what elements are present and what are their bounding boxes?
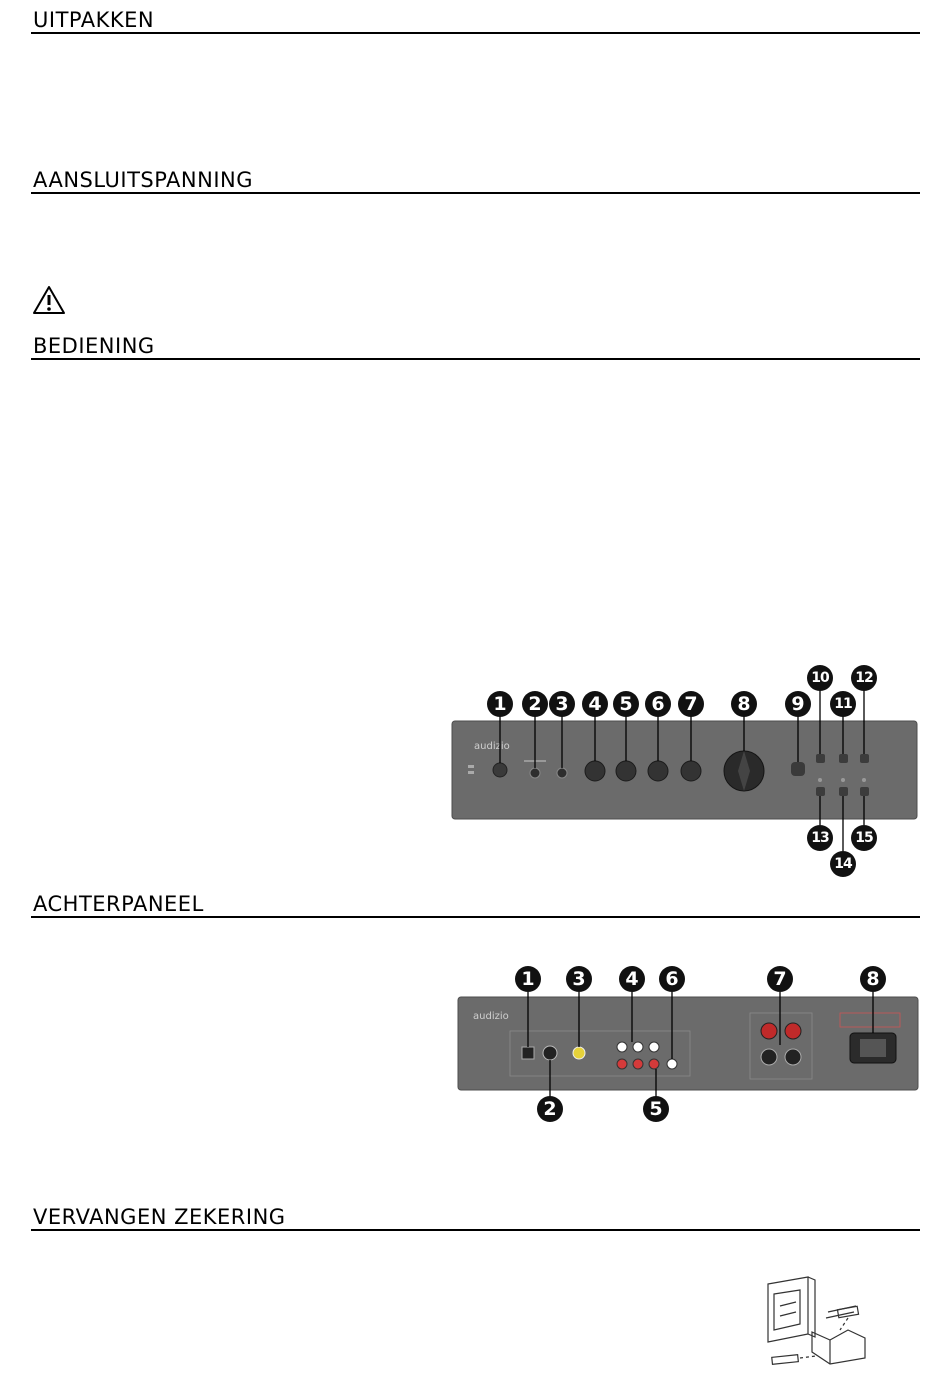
marker-14: 14 — [830, 851, 856, 877]
section-heading-bediening — [31, 334, 920, 360]
marker-13: 13 — [807, 825, 833, 851]
marker-5: 5 — [613, 691, 639, 717]
heading-text: BEDIENING — [33, 334, 155, 358]
rear-marker-8: 8 — [860, 966, 886, 992]
rear-marker-4: 4 — [619, 966, 645, 992]
heading-text: ACHTERPANEEL — [33, 892, 204, 916]
rear-marker-7: 7 — [767, 966, 793, 992]
rear-marker-5: 5 — [643, 1096, 669, 1122]
marker-3: 3 — [549, 691, 575, 717]
rear-marker-1: 1 — [515, 966, 541, 992]
marker-7: 7 — [678, 691, 704, 717]
marker-4: 4 — [582, 691, 608, 717]
front-brand-logo: audizio — [474, 741, 510, 752]
section-heading-vervangen-zekering — [31, 1205, 920, 1231]
section-heading-uitpakken — [31, 8, 920, 34]
marker-1: 1 — [487, 691, 513, 717]
front-panel-illustration — [450, 665, 920, 880]
marker-11: 11 — [830, 691, 856, 717]
rear-marker-3: 3 — [566, 966, 592, 992]
rear-marker-6: 6 — [659, 966, 685, 992]
heading-text: VERVANGEN ZEKERING — [33, 1205, 286, 1229]
rear-panel-illustration — [455, 965, 920, 1125]
marker-6: 6 — [645, 691, 671, 717]
section-heading-achterpaneel — [31, 892, 920, 918]
marker-8: 8 — [731, 691, 757, 717]
rear-marker-2: 2 — [537, 1096, 563, 1122]
marker-9: 9 — [785, 691, 811, 717]
section-heading-aansluitspanning — [31, 168, 920, 194]
heading-text: UITPAKKEN — [33, 8, 155, 32]
marker-15: 15 — [851, 825, 877, 851]
fuse-replacement-illustration — [760, 1272, 875, 1372]
warning-triangle-icon — [32, 285, 66, 315]
heading-text: AANSLUITSPANNING — [33, 168, 254, 192]
marker-12: 12 — [851, 665, 877, 691]
rear-brand-logo: audizio — [473, 1011, 509, 1022]
marker-2: 2 — [522, 691, 548, 717]
marker-10: 10 — [807, 665, 833, 691]
